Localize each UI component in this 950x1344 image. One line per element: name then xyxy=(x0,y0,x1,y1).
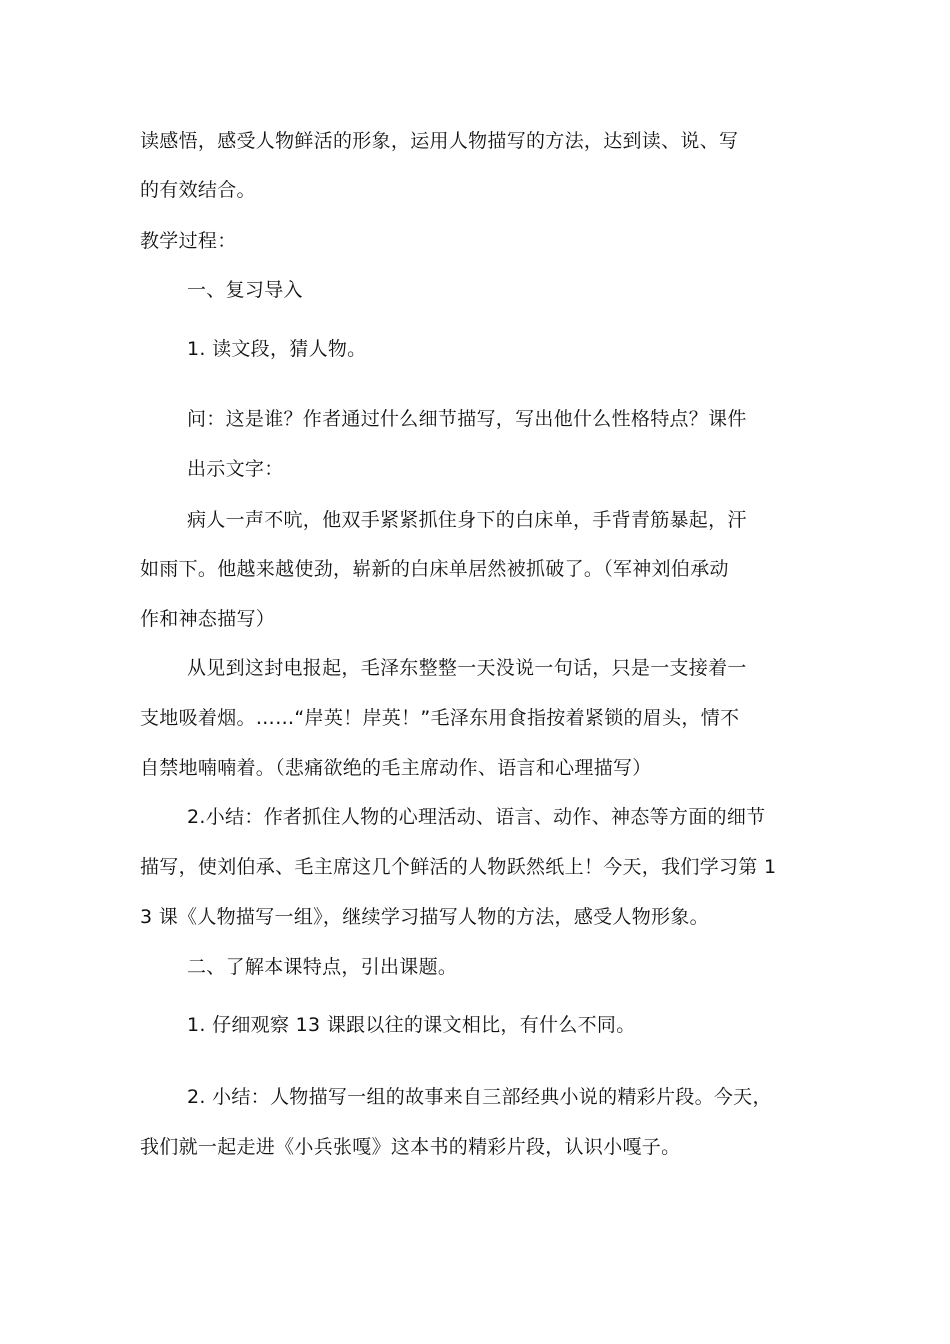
text-line-11: 从见到这封电报起，毛泽东整整一天没说一句话，只是一支接着一 xyxy=(187,657,747,679)
list-item-summary: 2. 小结：人物描写一组的故事来自三部经典小说的精彩片段。今天， xyxy=(187,1086,772,1108)
section-heading-lesson-features: 二、了解本课特点，引出课题。 xyxy=(187,956,458,978)
text-line-1: 读感悟，感受人物鲜活的形象，运用人物描写的方法，达到读、说、写 xyxy=(140,130,739,152)
text-line-12: 支地吸着烟。……“岸英！岸英！”毛泽东用食指按着紧锁的眉头，情不 xyxy=(140,707,740,729)
section-heading-teaching-process: 教学过程： xyxy=(140,230,237,252)
text-line-20: 我们就一起走进《小兵张嘎》这本书的精彩片段，认识小嘎子。 xyxy=(140,1136,681,1158)
text-line-13: 自禁地喃喃着。（悲痛欲绝的毛主席动作、语言和心理描写） xyxy=(140,757,652,779)
list-item-1: 1. 读文段，猜人物。 xyxy=(187,338,367,360)
summary-line-14: 2.小结：作者抓住人物的心理活动、语言、动作、神态等方面的细节 xyxy=(187,806,766,828)
text-line-7: 出示文字： xyxy=(187,458,284,480)
text-line-16: 3 课《人物描写一组》，继续学习描写人物的方法，感受人物形象。 xyxy=(140,906,709,928)
text-line-10: 作和神态描写） xyxy=(140,608,276,630)
text-line-15: 描写，使刘伯承、毛主席这几个鲜活的人物跃然纸上！今天，我们学习第 1 xyxy=(140,856,777,878)
text-line-8: 病人一声不吭，他双手紧紧抓住身下的白床单，手背青筋暴起，汗 xyxy=(187,509,747,531)
list-item-observe: 1. 仔细观察 13 课跟以往的课文相比，有什么不同。 xyxy=(187,1014,636,1036)
text-line-question: 问：这是谁？作者通过什么细节描写，写出他什么性格特点？课件 xyxy=(187,408,747,430)
text-line-2: 的有效结合。 xyxy=(140,179,256,201)
text-line-9: 如雨下。他越来越使劲，崭新的白床单居然被抓破了。（军神刘伯承动 xyxy=(140,558,729,580)
section-heading-review: 一、复习导入 xyxy=(187,279,303,301)
